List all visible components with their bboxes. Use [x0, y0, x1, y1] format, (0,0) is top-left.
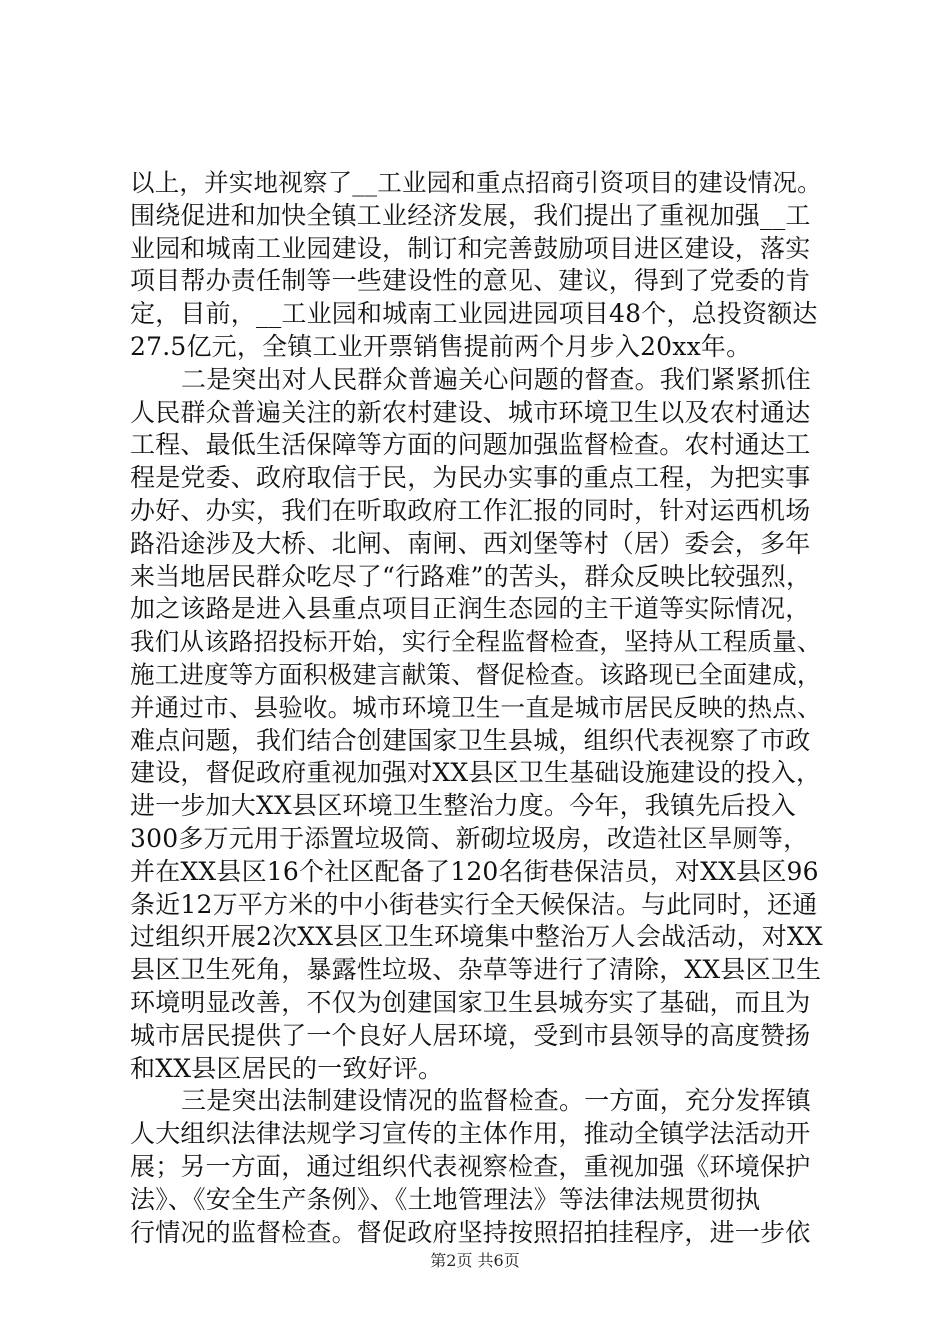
text-line: 人大组织法律法规学习宣传的主体作用，推动全镇学法活动开	[130, 1119, 811, 1149]
text-line: 并通过市、县验收。城市环境卫生一直是城市居民反映的热点、	[130, 692, 822, 722]
text-line: 难点问题，我们结合创建国家卫生县城，组织代表视察了市政	[130, 725, 811, 755]
paragraph-start-line: 二是突出对人民群众普遍关心问题的督查。我们紧紧抓住	[181, 364, 812, 394]
text-line: 进一步加大XX县区环境卫生整治力度。今年，我镇先后投入	[130, 791, 796, 821]
text-line: 项目帮办责任制等一些建设性的意见、建议，得到了党委的肯	[130, 266, 811, 296]
paragraph-start-line: 三是突出法制建设情况的监督检查。一方面，充分发挥镇	[181, 1086, 812, 1116]
text-line: 并在XX县区16个社区配备了120名街巷保洁员，对XX县区96	[130, 856, 819, 886]
text-line: 我们从该路招投标开始，实行全程监督检查，坚持从工程质量、	[130, 627, 822, 657]
text-line: 建设，督促政府重视加强对XX县区卫生基础设施建设的投入，	[130, 758, 822, 788]
text-line: 加之该路是进入县重点项目正润生态园的主干道等实际情况，	[130, 594, 811, 624]
text-line: 围绕促进和加快全镇工业经济发展，我们提出了重视加强__工	[130, 200, 811, 230]
text-line: 条近12万平方米的中小街巷实行全天候保洁。与此同时，还通	[130, 889, 818, 919]
text-line: 定，目前，__工业园和城南工业园进园项目48个，总投资额达	[130, 299, 818, 329]
text-line: 法》、《安全生产条例》、《土地管理法》等法律法规贯彻执	[130, 1184, 761, 1214]
document-body	[130, 167, 830, 1249]
text-line: 办好、办实，我们在听取政府工作汇报的同时，针对运西机场	[130, 495, 811, 525]
text-line: 路沿途涉及大桥、北闸、南闸、西刘堡等村（居）委会，多年	[130, 528, 811, 558]
text-line: 和XX县区居民的一致好评。	[130, 1053, 444, 1083]
text-line: 城市居民提供了一个良好人居环境，受到市县领导的高度赞扬	[130, 1020, 811, 1050]
text-line: 行情况的监督检查。督促政府坚持按照招拍挂程序，进一步依	[130, 1217, 811, 1247]
text-line: 来当地居民群众吃尽了“行路难”的苦头，群众反映比较强烈，	[130, 561, 812, 591]
page-number-footer: 第2页 共6页	[430, 1251, 520, 1270]
text-line: 环境明显改善，不仅为创建国家卫生县城夯实了基础，而且为	[130, 987, 811, 1017]
text-line: 施工进度等方面积极建言献策、督促检查。该路现已全面建成，	[130, 659, 822, 689]
text-line: 展；另一方面，通过组织代表视察检查，重视加强《环境保护	[130, 1151, 811, 1181]
text-line: 过组织开展2次XX县区卫生环境集中整治万人会战活动，对XX	[130, 922, 823, 952]
text-line: 业园和城南工业园建设，制订和完善鼓励项目进区建设，落实	[130, 233, 811, 263]
text-line: 27.5亿元，全镇工业开票销售提前两个月步入20xx年。	[130, 331, 752, 361]
text-line: 300多万元用于添置垃圾筒、新砌垃圾房，改造社区旱厕等，	[130, 823, 809, 853]
text-line: 程是党委、政府取信于民，为民办实事的重点工程，为把实事	[130, 463, 811, 493]
text-line: 人民群众普遍关注的新农村建设、城市环境卫生以及农村通达	[130, 397, 811, 427]
text-line: 以上，并实地视察了__工业园和重点招商引资项目的建设情况。	[130, 168, 822, 197]
text-line: 工程、最低生活保障等方面的问题加强监督检查。农村通达工	[130, 430, 811, 460]
text-line: 县区卫生死角，暴露性垃圾、杂草等进行了清除，XX县区卫生	[130, 955, 822, 985]
